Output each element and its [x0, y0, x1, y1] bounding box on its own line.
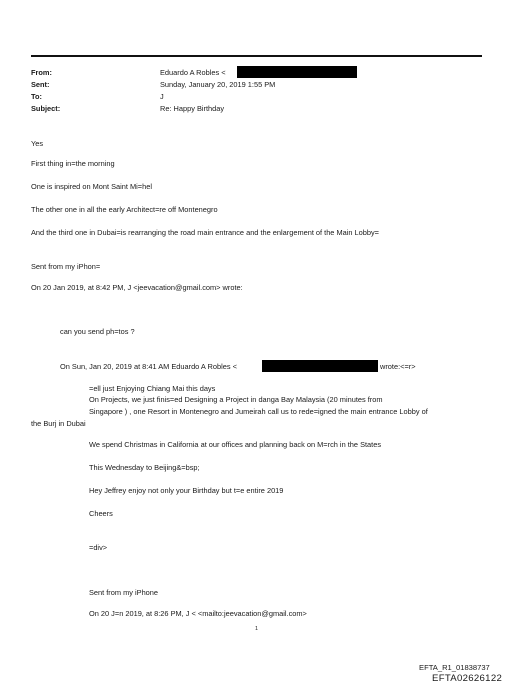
from-label: From:	[31, 68, 52, 77]
quoted-line: On Sun, Jan 20, 2019 at 8:41 AM Eduardo A Robles <	[60, 362, 237, 371]
body-line: The other one in all the early Architect=re off Montenegro	[31, 205, 218, 214]
sent-label: Sent:	[31, 80, 50, 89]
body-line: Yes	[31, 139, 44, 148]
quoted-line: This Wednesday to Beijing&=bsp;	[89, 463, 200, 472]
page-number: 1	[255, 626, 259, 632]
quoted-line: Sent from my iPhone	[89, 588, 159, 597]
to-value: J	[160, 92, 164, 101]
quoted-line: Cheers	[89, 509, 113, 518]
from-value: Eduardo A Robles <	[160, 68, 226, 77]
sent-value: Sunday, January 20, 2019 1:55 PM	[160, 80, 276, 89]
redaction-box	[262, 360, 378, 372]
quoted-line: We spend Christmas in California at our offices and planning back on M=rch in the States	[89, 440, 382, 449]
quoted-line: Hey Jeffrey enjoy not only your Birthday but t=e entire 2019	[89, 486, 284, 495]
bates-number: EFTA_R1_01838737	[419, 663, 490, 672]
body-line: First thing in=the morning	[31, 159, 115, 168]
body-line: On 20 Jan 2019, at 8:42 PM, J <jeevacation@gmail.com> wrote:	[31, 283, 243, 292]
body-line: Sent from my iPhon=	[31, 262, 101, 271]
subject-label: Subject:	[31, 104, 61, 113]
body-line: And the third one in Dubai=is rearranging the road main entrance and the enlargement of the Main Lobby=	[31, 228, 379, 237]
quoted-line: On 20 J=n 2019, at 8:26 PM, J < <mailto:jeevacation@gmail.com>	[89, 609, 307, 618]
quoted-line: wrote:<=r>	[380, 362, 416, 371]
header-rule	[31, 55, 482, 57]
redaction-box	[237, 66, 357, 78]
quoted-line: On Projects, we just finis=ed Designing a Project in danga Bay Malaysia (20 minutes from	[89, 395, 383, 404]
to-label: To:	[31, 92, 42, 101]
quoted-line: the Burj in Dubai	[31, 419, 86, 428]
quoted-line: =div>	[89, 543, 108, 552]
quoted-line: can you send ph=tos ?	[60, 327, 135, 336]
bates-number: EFTA02626122	[432, 673, 503, 684]
quoted-line: Singapore ) , one Resort in Montenegro and Jumeirah call us to rede=igned the main entrance Lobby of	[89, 407, 428, 416]
body-line: One is inspired on Mont Saint Mi=hel	[31, 182, 152, 191]
quoted-line: =ell just Enjoying Chiang Mai this days	[89, 384, 216, 393]
subject-value: Re: Happy Birthday	[160, 104, 225, 113]
